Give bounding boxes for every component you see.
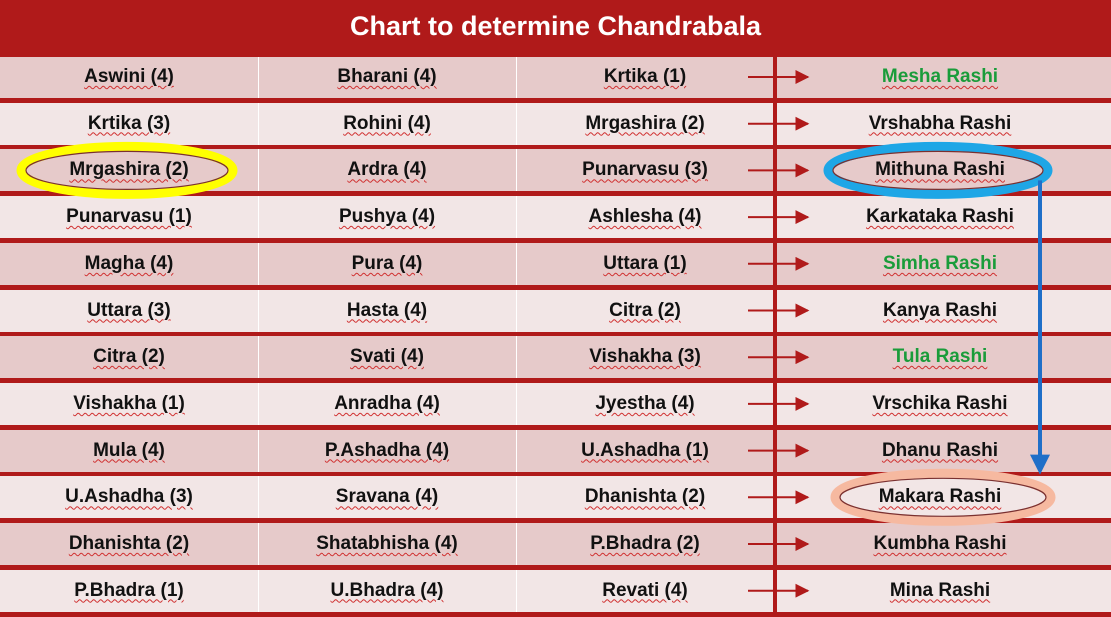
nakshatra-cell-text: Revati (4) [602, 579, 688, 601]
rashi-cell [780, 149, 1100, 191]
nakshatra-cell [516, 103, 774, 145]
nakshatra-cell [0, 476, 258, 518]
column-separator [516, 383, 517, 425]
rashi-cell-text: Vrschika Rashi [872, 392, 1008, 414]
column-separator [516, 336, 517, 378]
table-row [0, 570, 1111, 612]
nakshatra-cell-text: Krtika (3) [87, 112, 171, 134]
nakshatra-cell-text: Citra (2) [93, 346, 165, 368]
row-divider-line [0, 52, 1111, 57]
rashi-cell [780, 243, 1100, 285]
nakshatra-cell [0, 570, 258, 612]
nakshatra-cell [0, 290, 258, 332]
nakshatra-cell [516, 476, 774, 518]
nakshatra-cell [258, 56, 516, 98]
nakshatra-cell [258, 383, 516, 425]
nakshatra-cell [0, 196, 258, 238]
nakshatra-cell [0, 430, 258, 472]
nakshatra-cell [0, 103, 258, 145]
column-separator [516, 523, 517, 565]
nakshatra-cell [258, 103, 516, 145]
nakshatra-cell-text: Uttara (3) [87, 299, 171, 321]
column-separator [258, 290, 259, 332]
rashi-cell [780, 56, 1100, 98]
chart-title: Chart to determine Chandrabala [0, 0, 1111, 52]
nakshatra-cell-text: Shatabhisha (4) [316, 533, 458, 554]
nakshatra-cell-text: U.Ashadha (3) [65, 486, 193, 508]
nakshatra-cell-text: Pura (4) [351, 252, 423, 274]
nakshatra-cell [258, 290, 516, 332]
table-row [0, 430, 1111, 472]
nakshatra-cell-text: Bharani (4) [337, 66, 437, 87]
nakshatra-cell [0, 523, 258, 565]
nakshatra-cell [516, 149, 774, 191]
rashi-cell [780, 336, 1100, 378]
column-separator [258, 196, 259, 238]
column-separator [516, 149, 517, 191]
nakshatra-cell [516, 383, 774, 425]
nakshatra-cell-text: P.Bhadra (1) [74, 579, 184, 601]
nakshatra-cell [0, 336, 258, 378]
nakshatra-cell-text: U.Ashadha (1) [581, 439, 709, 461]
rashi-cell [780, 103, 1100, 145]
nakshatra-cell [0, 383, 258, 425]
nakshatra-cell-text: U.Bhadra (4) [330, 579, 444, 601]
column-separator [516, 430, 517, 472]
column-separator [516, 103, 517, 145]
nakshatra-cell-text: P.Bhadra (2) [590, 533, 700, 554]
nakshatra-cell [258, 243, 516, 285]
table-row [0, 103, 1111, 145]
row-divider-line [0, 612, 1111, 617]
column-separator [516, 476, 517, 518]
table-row [0, 476, 1111, 518]
column-separator [258, 149, 259, 191]
rashi-cell-text: Tula Rashi [892, 346, 988, 368]
nakshatra-cell-text: Pushya (4) [338, 206, 436, 228]
table-row [0, 290, 1111, 332]
nakshatra-cell-text: Hasta (4) [346, 299, 428, 321]
nakshatra-cell-text: Krtika (1) [603, 66, 687, 87]
nakshatra-cell [516, 290, 774, 332]
nakshatra-cell-text: Anradha (4) [334, 392, 440, 414]
rashi-cell-text: Mithuna Rashi [875, 159, 1005, 181]
rashi-cell-text: Simha Rashi [882, 252, 998, 274]
nakshatra-cell [258, 149, 516, 191]
column-separator [258, 243, 259, 285]
rashi-cell-text: Mesha Rashi [881, 66, 999, 87]
nakshatra-cell-text: Ashlesha (4) [588, 206, 702, 228]
nakshatra-cell-text: Mrgashira (2) [585, 112, 705, 134]
nakshatra-cell-text: Vishakha (1) [73, 392, 185, 414]
nakshatra-cell-text: Punarvasu (3) [582, 159, 708, 181]
column-separator [516, 570, 517, 612]
table-row [0, 383, 1111, 425]
nakshatra-cell [516, 56, 774, 98]
column-separator [258, 570, 259, 612]
rashi-cell [780, 196, 1100, 238]
nakshatra-cell-text: Punarvasu (1) [66, 206, 192, 228]
nakshatra-cell-text: Uttara (1) [603, 252, 687, 274]
nakshatra-cell [516, 243, 774, 285]
column-separator [258, 383, 259, 425]
nakshatra-cell-text: Magha (4) [84, 252, 174, 274]
nakshatra-cell [516, 570, 774, 612]
table-row [0, 196, 1111, 238]
column-separator [516, 196, 517, 238]
nakshatra-cell-text: Svati (4) [350, 346, 424, 368]
nakshatra-cell [516, 523, 774, 565]
rashi-column-divider [773, 52, 777, 612]
table-row [0, 243, 1111, 285]
nakshatra-cell-text: P.Ashadha (4) [324, 439, 450, 461]
nakshatra-cell-text: Sravana (4) [335, 486, 439, 508]
rashi-cell-text: Kanya Rashi [882, 299, 998, 321]
nakshatra-cell-text: Aswini (4) [84, 66, 174, 87]
nakshatra-cell-text: Mula (4) [93, 439, 165, 461]
nakshatra-cell [258, 523, 516, 565]
nakshatra-cell [258, 196, 516, 238]
nakshatra-cell [258, 430, 516, 472]
column-separator [258, 336, 259, 378]
nakshatra-cell [0, 243, 258, 285]
rashi-cell [780, 523, 1100, 565]
rashi-cell [780, 290, 1100, 332]
rashi-cell-text: Dhanu Rashi [881, 439, 999, 461]
nakshatra-cell [0, 149, 258, 191]
column-separator [258, 103, 259, 145]
rashi-cell [780, 476, 1100, 518]
nakshatra-cell [258, 336, 516, 378]
rashi-cell-text: Kumbha Rashi [873, 533, 1007, 554]
table-row [0, 149, 1111, 191]
rashi-cell [780, 570, 1100, 612]
nakshatra-cell [516, 430, 774, 472]
column-separator [258, 430, 259, 472]
nakshatra-cell-text: Dhanishta (2) [68, 533, 190, 554]
rashi-cell-text: Makara Rashi [878, 486, 1002, 508]
nakshatra-cell [516, 336, 774, 378]
nakshatra-cell [516, 196, 774, 238]
nakshatra-cell [258, 476, 516, 518]
nakshatra-cell-text: Dhanishta (2) [584, 486, 706, 508]
nakshatra-cell-text: Rohini (4) [343, 112, 431, 134]
nakshatra-cell-text: Vishakha (3) [589, 346, 701, 368]
column-separator [516, 243, 517, 285]
rashi-cell-text: Mina Rashi [889, 579, 991, 601]
nakshatra-cell-text: Citra (2) [609, 299, 681, 321]
nakshatra-cell-text: Mrgashira (2) [69, 159, 189, 181]
column-separator [516, 56, 517, 98]
rashi-cell-text: Karkataka Rashi [866, 206, 1014, 228]
nakshatra-cell [258, 570, 516, 612]
table-row [0, 56, 1111, 98]
rashi-cell [780, 383, 1100, 425]
rashi-cell [780, 430, 1100, 472]
nakshatra-cell [0, 56, 258, 98]
column-separator [258, 523, 259, 565]
column-separator [258, 476, 259, 518]
column-separator [516, 290, 517, 332]
table-row [0, 336, 1111, 378]
rashi-cell-text: Vrshabha Rashi [868, 112, 1012, 134]
nakshatra-cell-text: Jyestha (4) [595, 392, 695, 414]
nakshatra-cell-text: Ardra (4) [347, 159, 427, 181]
table-row [0, 523, 1111, 565]
column-separator [258, 56, 259, 98]
